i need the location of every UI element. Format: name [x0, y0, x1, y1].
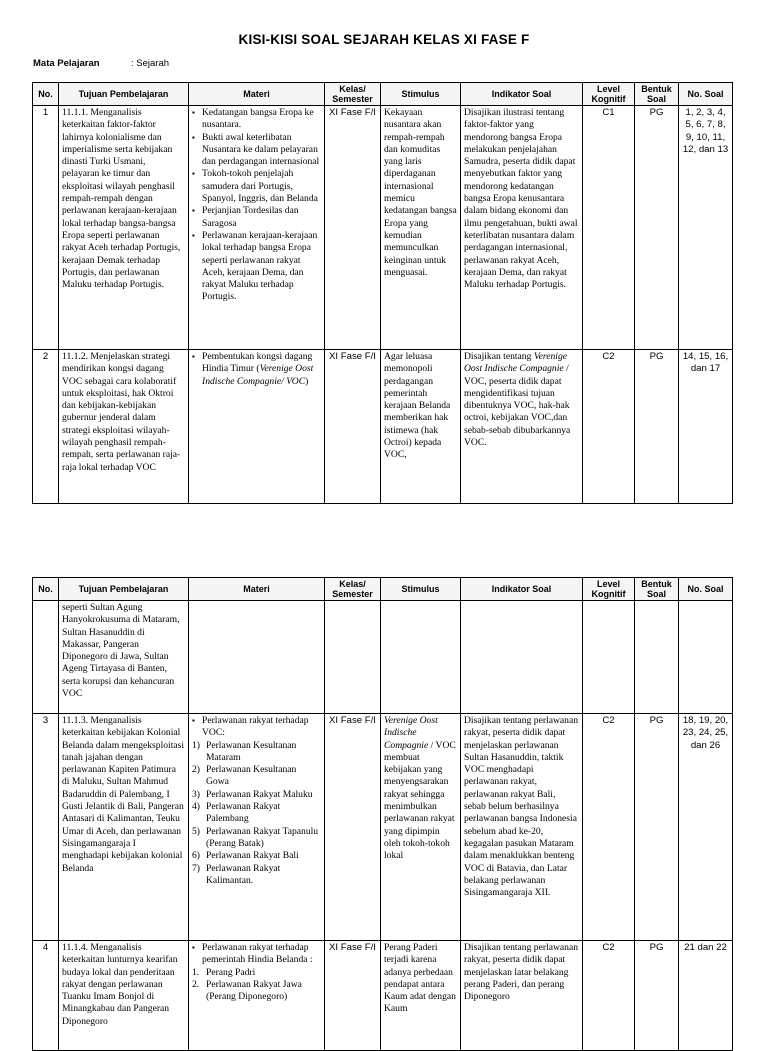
subject-label: Mata Pelajaran: [33, 58, 100, 69]
cell-kelas: [325, 601, 381, 714]
cell-stimulus: [381, 714, 461, 941]
cell-level: C2: [583, 941, 635, 1051]
cell-tujuan: 11.1.1. Menganalisis keterkaitan faktor-faktor lahirnya kolonialisme dan imperialisme serta kebijakan dinasti Turki Usmani, pelayaran ke timur dan eksploitasi wilayah penghasil rempah-rempah dengan perlawanan kerajaan-kerajaan lokal terhadap bangsa-bangsa Eropa seperti perlawanan rakyat Aceh terhadap Portugis, kerajaan Demak terhadap Portugis, dan perlawanan Maluku terhadap Portugis.: [59, 106, 189, 350]
list-number: 1.: [192, 966, 200, 978]
table-row: [33, 714, 733, 941]
cell-stimulus: [381, 601, 461, 714]
header-no: No.: [33, 578, 59, 601]
list-item: [192, 739, 321, 765]
list-item: [202, 351, 321, 388]
cell-indikator: Disajikan ilustrasi tentang faktor-faktor yang mendorong bangsa Eropa melakukan penjelajahan Samudra, peserta didik dapat menyebutkan faktor yang mendorong kedatangan bangsa Eropa kenusantara dalam bidang ekonomi dan ilmu pengetahuan, bukti awal keterlibatan nusantara dalam perdagangan internasional, perlawanan rakyat Aceh, kerajaan Dema, dan rakyat Maluku terhadap Portugis.: [461, 106, 583, 350]
cell-level: C2: [583, 714, 635, 941]
cell-indikator: [461, 350, 583, 504]
list-item: ▪ Bukti awal keterlibatan Nusantara ke dalam pelayaran dan perdagangan internasional: [202, 132, 321, 169]
list-number: 3): [192, 788, 200, 800]
list-item: [192, 850, 321, 862]
materi-text: Pembentukan kongsi dagang Hindia Timur (: [202, 351, 313, 375]
table-row: [33, 350, 733, 504]
cell-materi: [189, 350, 325, 504]
table-row: [33, 941, 733, 1051]
cell-tujuan: 11.1.2. Menjelaskan strategi mendirikan kongsi dagang VOC sebagai cara kolaboratif untuk eksploitasi, hak Oktroi dan kebijakan-kebijakan gubernur jenderal dalam strategi eksploitasi wilayah- wilayah penghasil rempah-rempah, serta perlawanan raja-raja lokal terhadap VOC: [59, 350, 189, 504]
cell-nosoal: [679, 601, 733, 714]
list-text: Perlawanan Rakyat Tapanulu (Perang Batak): [206, 825, 319, 849]
list-text: Perang Padri: [206, 966, 256, 978]
list-number: 6): [192, 850, 200, 862]
list-text: Perlawanan Kesultanan Mataram: [206, 739, 297, 763]
header-row: [33, 578, 733, 601]
list-item: ▪ Perlawanan rakyat terhadap pemerintah Hindia Belanda :: [202, 942, 321, 967]
header-tujuan: Tujuan Pembelajaran: [59, 578, 189, 601]
list-text: Perlawanan Rakyat Jawa (Perang Diponegoro): [206, 978, 302, 1003]
cell-stimulus: Perang Paderi terjadi karena adanya perbedaan pendapat antara Kaum adat dengan Kaum: [381, 941, 461, 1051]
cell-indikator: Disajikan tentang perlawanan rakyat, peserta didik dapat menjelaskan perlawanan Sultan Hasanuddin, taktik VOC menghadapi perlawanan rakyat, perlawanan rakyat Bali, sebab belum berhasilnya perlawanan bangsa Indonesia sebelum abad ke-20, kegagalan pasukan Mataram dalam menaklukkan benteng VOC di Batavia, dan Latar belakang perlawanan Sisingamangaraja XII.: [461, 714, 583, 941]
list-number: 2.: [192, 978, 200, 990]
header-kelas: Kelas/ Semester: [325, 83, 381, 106]
cell-stimulus: Agar leluasa memonopoli perdagangan pemerintah kerajaan Belanda memberikan hak istimewa (hak Octroi) kepada VOC,: [381, 350, 461, 504]
header-nosoal: No. Soal: [679, 578, 733, 601]
header-level: Level Kognitif: [583, 578, 635, 601]
cell-level: C2: [583, 350, 635, 504]
cell-bentuk: [635, 601, 679, 714]
header-tujuan: Tujuan Pembelajaran: [59, 83, 189, 106]
cell-no: 1: [33, 106, 59, 350]
list-text: Perlawanan Rakyat Palembang: [206, 801, 281, 825]
header-kelas: Kelas/ Semester: [325, 578, 381, 601]
subject-value: : Sejarah: [131, 58, 170, 69]
list-number: 5): [192, 825, 200, 837]
list-text: Perlawanan Rakyat Bali: [206, 850, 299, 862]
list-number: 1): [192, 739, 200, 751]
document-title: KISI-KISI SOAL SEJARAH KELAS XI FASE F: [238, 32, 530, 47]
header-materi: Materi: [189, 578, 325, 601]
list-item: [192, 966, 321, 979]
cell-stimulus: Kekayaan nusantara akan rempah-rempah dan komuditas yang laris diperdaganan internasional memicu kedatangan bangsa Eropa yang kemudian memunculkan keinginan untuk menguasai.: [381, 106, 461, 350]
cell-materi: [189, 941, 325, 1051]
cell-nosoal: 18, 19, 20, 23, 24, 25, dan 26: [679, 714, 733, 941]
list-number: 4): [192, 801, 200, 813]
cell-kelas: XI Fase F/I: [325, 941, 381, 1051]
header-level: Level Kognitif: [583, 83, 635, 106]
header-indikator: Indikator Soal: [461, 83, 583, 106]
list-item: [192, 788, 321, 801]
cell-bentuk: PG: [635, 106, 679, 350]
cell-no: 3: [33, 714, 59, 941]
list-number: 2): [192, 764, 200, 776]
list-text: Perlawanan Rakyat Kalimantan.: [206, 862, 281, 886]
indikator-text-end: / VOC, peserta didik dapat mengidentifikasi tujuan dibentuknya VOC, hak-hak octroi, kebijakan VOC,dan sebab-sebab dibubarkannya VOC.: [464, 363, 571, 449]
list-item: [192, 825, 321, 851]
cell-level: [583, 601, 635, 714]
cell-tujuan: 11.1.4. Menganalisis keterkaitan lunturnya kearifan budaya lokal dan penderitaan rakyat dengan perlawanan Tuanku Imam Bonjol di Minangkabau dan Pangeran Diponegoro: [59, 941, 189, 1051]
table-row: [33, 106, 733, 350]
cell-indikator: [461, 601, 583, 714]
cell-materi: [189, 601, 325, 714]
list-item: [192, 801, 321, 826]
materi-italic: Verenige Oost Indische Compagnie/ VOC: [202, 363, 314, 387]
list-item: ▪ Perlawanan rakyat terhadap VOC:: [202, 715, 321, 740]
materi-text-end: ): [305, 375, 309, 387]
cell-nosoal: 21 dan 22: [679, 941, 733, 1051]
list-item: ▪ Perlawanan kerajaan-kerajaan lokal terhadap bangsa Eropa seperti perlawanan rakyat Aceh, kerajaan Dema, dan rakyat Maluku terhadap Portugis.: [202, 230, 321, 304]
cell-tujuan: 11.1.3. Menganalisis keterkaitan kebijakan Kolonial Belanda dalam mengeksploitasi tanah jajahan dengan perlawanan Kapiten Patimura di Maluku, Sultan Mahmud Badaruddin di Palembang, I Gusti Jelantik di Bali, Pangeran Antasari di Kalimantan, Teuku Umar di Aceh, dan perlawanan Sisingamangaraja I menghadapi kebijakan kolonial Belanda: [59, 714, 189, 941]
cell-kelas: XI Fase F/I: [325, 714, 381, 941]
indikator-italic: Verenige Oost Indische Compagnie: [464, 351, 568, 375]
header-materi: Materi: [189, 83, 325, 106]
list-item: ▪ Perjanjian Tordesilas dan Saragosa: [202, 205, 321, 230]
cell-no: [33, 601, 59, 714]
list-item: [192, 978, 321, 1004]
cell-nosoal: 14, 15, 16, dan 17: [679, 350, 733, 504]
header-stimulus: Stimulus: [381, 578, 461, 601]
cell-no: 2: [33, 350, 59, 504]
cell-no: 4: [33, 941, 59, 1051]
grid-table-1: [32, 82, 733, 504]
list-item: ▪ Kedatangan bangsa Eropa ke nusantara.: [202, 107, 321, 132]
header-bentuk: Bentuk Soal: [635, 578, 679, 601]
stimulus-text: / VOC membuat kebijakan yang menyengsarakan rakyat sehingga menimbulkan perlawanan rakyat yang dipimpin oleh tokoh-tokoh lokal: [384, 739, 456, 862]
indikator-text: Disajikan tentang: [464, 351, 534, 362]
table-row: [33, 601, 733, 714]
cell-bentuk: PG: [635, 714, 679, 941]
cell-level: C1: [583, 106, 635, 350]
header-bentuk: Bentuk Soal: [635, 83, 679, 106]
subject-line: [33, 58, 169, 69]
list-text: Perlawanan Rakyat Maluku: [206, 788, 313, 800]
cell-bentuk: PG: [635, 941, 679, 1051]
cell-materi: [189, 106, 325, 350]
header-indikator: Indikator Soal: [461, 578, 583, 601]
grid-table-2: [32, 577, 733, 1051]
list-item: ▪ Tokoh-tokoh penjelajah samudera dari Portugis, Spanyol, Inggris, dan Belanda: [202, 168, 321, 205]
cell-materi: [189, 714, 325, 941]
stimulus-italic: Verenige Oost Indische Compagnie: [384, 715, 438, 751]
cell-indikator: Disajikan tentang perlawanan rakyat, peserta didik dapat menjelaskan latar belakang perang Paderi, dan perang Diponegoro: [461, 941, 583, 1051]
cell-kelas: XI Fase F/I: [325, 350, 381, 504]
list-number: 7): [192, 862, 200, 874]
cell-nosoal: 1, 2, 3, 4, 5, 6, 7, 8, 9, 10, 11, 12, dan 13: [679, 106, 733, 350]
list-item: [192, 764, 321, 789]
header-row: [33, 83, 733, 106]
header-nosoal: No. Soal: [679, 83, 733, 106]
cell-kelas: XI Fase F/I: [325, 106, 381, 350]
cell-bentuk: PG: [635, 350, 679, 504]
list-item: [192, 862, 321, 888]
header-no: No.: [33, 83, 59, 106]
header-stimulus: Stimulus: [381, 83, 461, 106]
cell-tujuan: seperti Sultan Agung Hanyokrokusuma di Mataram, Sultan Hasanuddin di Makassar, Pangeran Diponegoro di Jawa, Sultan Ageng Tirtayasa di Banten, serta korupsi dan kehancuran VOC: [59, 601, 189, 714]
list-text: Perlawanan Kesultanan Gowa: [206, 764, 297, 788]
